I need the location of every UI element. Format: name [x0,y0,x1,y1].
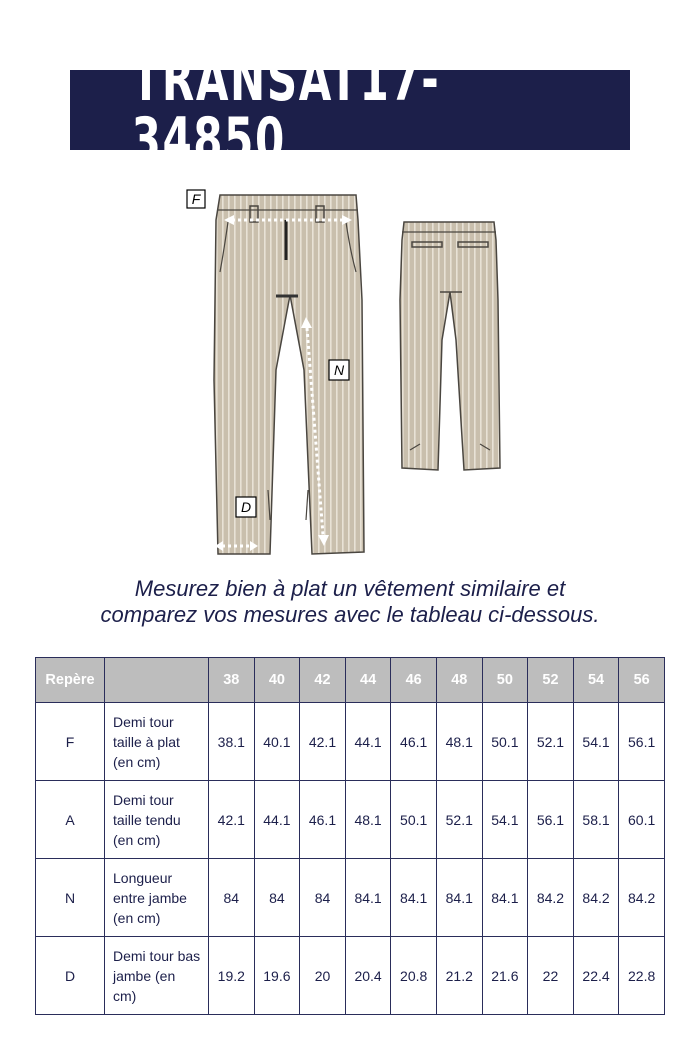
table-cell: 52.1 [436,781,482,859]
table-cell: 84.1 [436,859,482,937]
table-cell: 52.1 [528,703,574,781]
table-cell: 54.1 [482,781,528,859]
table-cell: 46.1 [391,703,437,781]
table-row [36,937,665,1015]
table-cell: 58.1 [573,781,619,859]
header-size: 38 [209,658,255,703]
row-description [105,859,209,937]
table-cell: 20 [300,937,346,1015]
row-repere: N [36,859,105,937]
table-cell: 56.1 [528,781,574,859]
header-description [105,658,209,703]
table-cell: 84 [209,859,255,937]
table-cell: 46.1 [300,781,346,859]
header-size: 40 [254,658,300,703]
table-row [36,703,665,781]
header-size: 52 [528,658,574,703]
header-repere: Repère [36,658,105,703]
table-cell: 42.1 [209,781,255,859]
table-cell: 44.1 [254,781,300,859]
row-repere: A [36,781,105,859]
label-box-n [329,360,349,380]
table-cell: 19.6 [254,937,300,1015]
product-reference-title: TRANSAT17-34850 [131,45,441,175]
table-cell: 42.1 [300,703,346,781]
table-cell: 21.6 [482,937,528,1015]
title-banner [70,45,630,175]
label-box-f [187,190,205,208]
table-cell: 84 [300,859,346,937]
label-box-d [236,497,256,517]
header-size: 44 [345,658,391,703]
table-cell: 84.1 [482,859,528,937]
row-repere: F [36,703,105,781]
desc-line: taille tendu [113,811,181,828]
table-cell: 20.4 [345,937,391,1015]
table-cell: 48.1 [436,703,482,781]
table-cell: 60.1 [619,781,665,859]
label-d: D [240,499,252,515]
label-n: N [333,362,345,378]
instructions-line-1: Mesurez bien à plat un vêtement similaire et [134,576,566,601]
table-header-row [36,658,665,703]
table-cell: 22.8 [619,937,665,1015]
header-size: 42 [300,658,346,703]
table-cell: 22 [528,937,574,1015]
pants-illustration [180,180,520,560]
desc-line: (en cm) [113,831,161,848]
desc-line: taille à plat [113,733,180,750]
table-cell: 84.2 [619,859,665,937]
header-size: 56 [619,658,665,703]
header-size: 50 [482,658,528,703]
back-pants-drawing [400,222,500,470]
desc-line: (en cm) [113,909,161,926]
size-chart-table [35,657,665,1015]
table-cell: 84 [254,859,300,937]
row-description [105,781,209,859]
header-size: 48 [436,658,482,703]
row-description [105,703,209,781]
table-cell: 84.2 [573,859,619,937]
table-cell: 54.1 [573,703,619,781]
header-size: 54 [573,658,619,703]
instructions-line-2: comparez vos mesures avec le tableau ci-dessous. [100,602,600,627]
table-cell: 50.1 [482,703,528,781]
desc-line: entre jambe [113,889,187,906]
table-row [36,859,665,937]
table-row [36,781,665,859]
desc-line: (en cm) [113,753,161,770]
desc-line: Longueur [113,869,173,886]
table-cell: 84.2 [528,859,574,937]
table-cell: 22.4 [573,937,619,1015]
table-cell: 19.2 [209,937,255,1015]
table-cell: 56.1 [619,703,665,781]
table-cell: 21.2 [436,937,482,1015]
desc-line: jambe (en [113,967,176,984]
desc-line: Demi tour bas [113,947,201,964]
desc-line: Demi tour [113,713,174,730]
table-cell: 44.1 [345,703,391,781]
header-size: 46 [391,658,437,703]
table-cell: 50.1 [391,781,437,859]
row-description [105,937,209,1015]
table-cell: 84.1 [391,859,437,937]
row-repere: D [36,937,105,1015]
table-cell: 40.1 [254,703,300,781]
label-f: F [191,191,201,207]
table-cell: 48.1 [345,781,391,859]
table-cell: 20.8 [391,937,437,1015]
table-cell: 84.1 [345,859,391,937]
desc-line: cm) [113,987,137,1004]
table-cell: 38.1 [209,703,255,781]
desc-line: Demi tour [113,791,174,808]
measurement-instructions [40,576,660,628]
